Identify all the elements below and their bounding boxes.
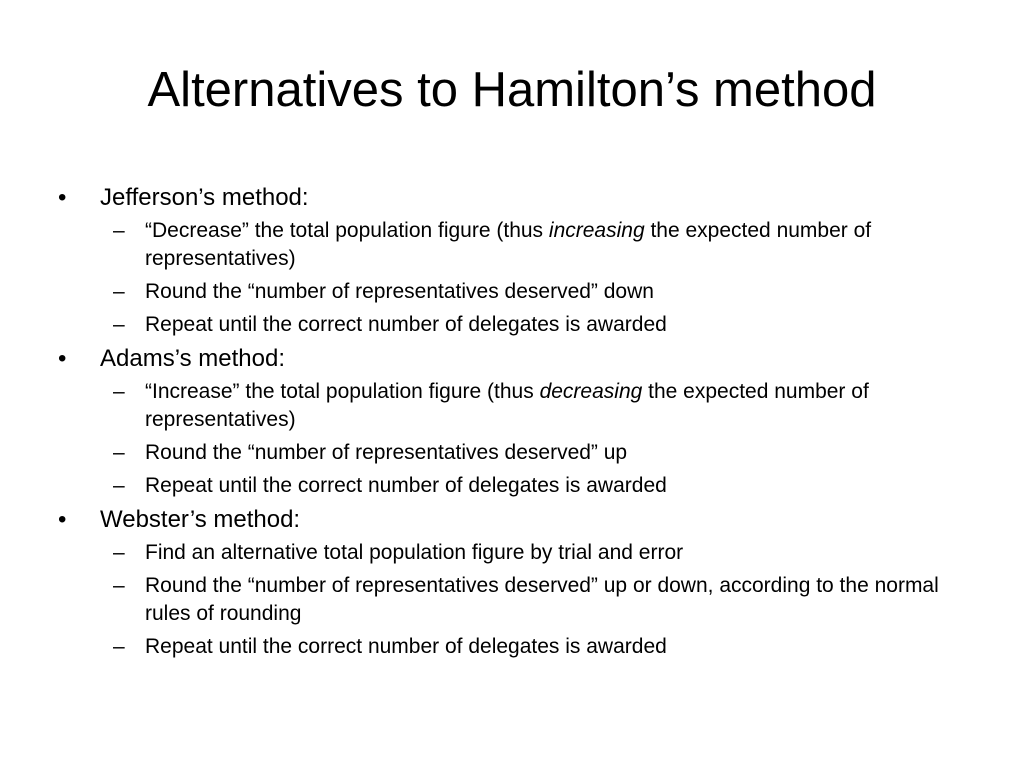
sub-list-jefferson <box>58 217 968 339</box>
bullet-heading: Adams’s method: <box>100 345 285 372</box>
sub-text-before: Repeat until the correct number of delegates is awarded <box>145 313 667 336</box>
sub-text-emphasis: decreasing <box>539 380 643 403</box>
sub-list-adams <box>58 378 968 500</box>
sub-text-before: Repeat until the correct number of delegates is awarded <box>145 474 667 497</box>
bullet-dot-icon: • <box>58 506 67 533</box>
sub-list-webster <box>58 539 968 661</box>
sub-text-after: the expected number of representatives) <box>145 380 869 431</box>
dash-icon: – <box>113 313 125 336</box>
bullet-jefferson <box>58 183 968 213</box>
sub-text-before: Round the “number of representatives deserved” up <box>145 441 628 464</box>
bullet-heading: Webster’s method: <box>100 506 301 533</box>
bullet-list <box>58 183 968 666</box>
sub-text-before: “Decrease” the total population figure (thus <box>145 219 549 242</box>
sub-text-emphasis: increasing <box>548 219 645 242</box>
bullet-webster <box>58 505 968 535</box>
dash-icon: – <box>113 219 125 242</box>
sub-text-before: Find an alternative total population figure by trial and error <box>145 541 684 564</box>
sub-item <box>58 572 968 628</box>
sub-item <box>58 472 968 500</box>
dash-icon: – <box>113 474 125 497</box>
sub-item <box>58 633 968 661</box>
sub-text-before: “Increase” the total population figure (thus <box>145 380 540 403</box>
sub-text-before: Round the “number of representatives deserved” up or down, according to the normal rules of rounding <box>145 574 939 625</box>
dash-icon: – <box>113 380 125 403</box>
bullet-adams <box>58 344 968 374</box>
dash-icon: – <box>113 635 125 658</box>
dash-icon: – <box>113 574 125 597</box>
slide-title: Alternatives to Hamilton’s method <box>147 63 877 117</box>
dash-icon: – <box>113 441 125 464</box>
sub-item <box>58 278 968 306</box>
sub-text-before: Repeat until the correct number of delegates is awarded <box>145 635 667 658</box>
bullet-dot-icon: • <box>58 345 67 372</box>
dash-icon: – <box>113 280 125 303</box>
sub-text-before: Round the “number of representatives deserved” down <box>145 280 654 303</box>
sub-item <box>58 311 968 339</box>
sub-item <box>58 217 968 273</box>
sub-text-after: the expected number of representatives) <box>145 219 872 270</box>
bullet-dot-icon: • <box>58 184 67 211</box>
dash-icon: – <box>113 541 125 564</box>
sub-item <box>58 439 968 467</box>
sub-item <box>58 378 968 434</box>
bullet-heading: Jefferson’s method: <box>100 184 309 211</box>
sub-item <box>58 539 968 567</box>
